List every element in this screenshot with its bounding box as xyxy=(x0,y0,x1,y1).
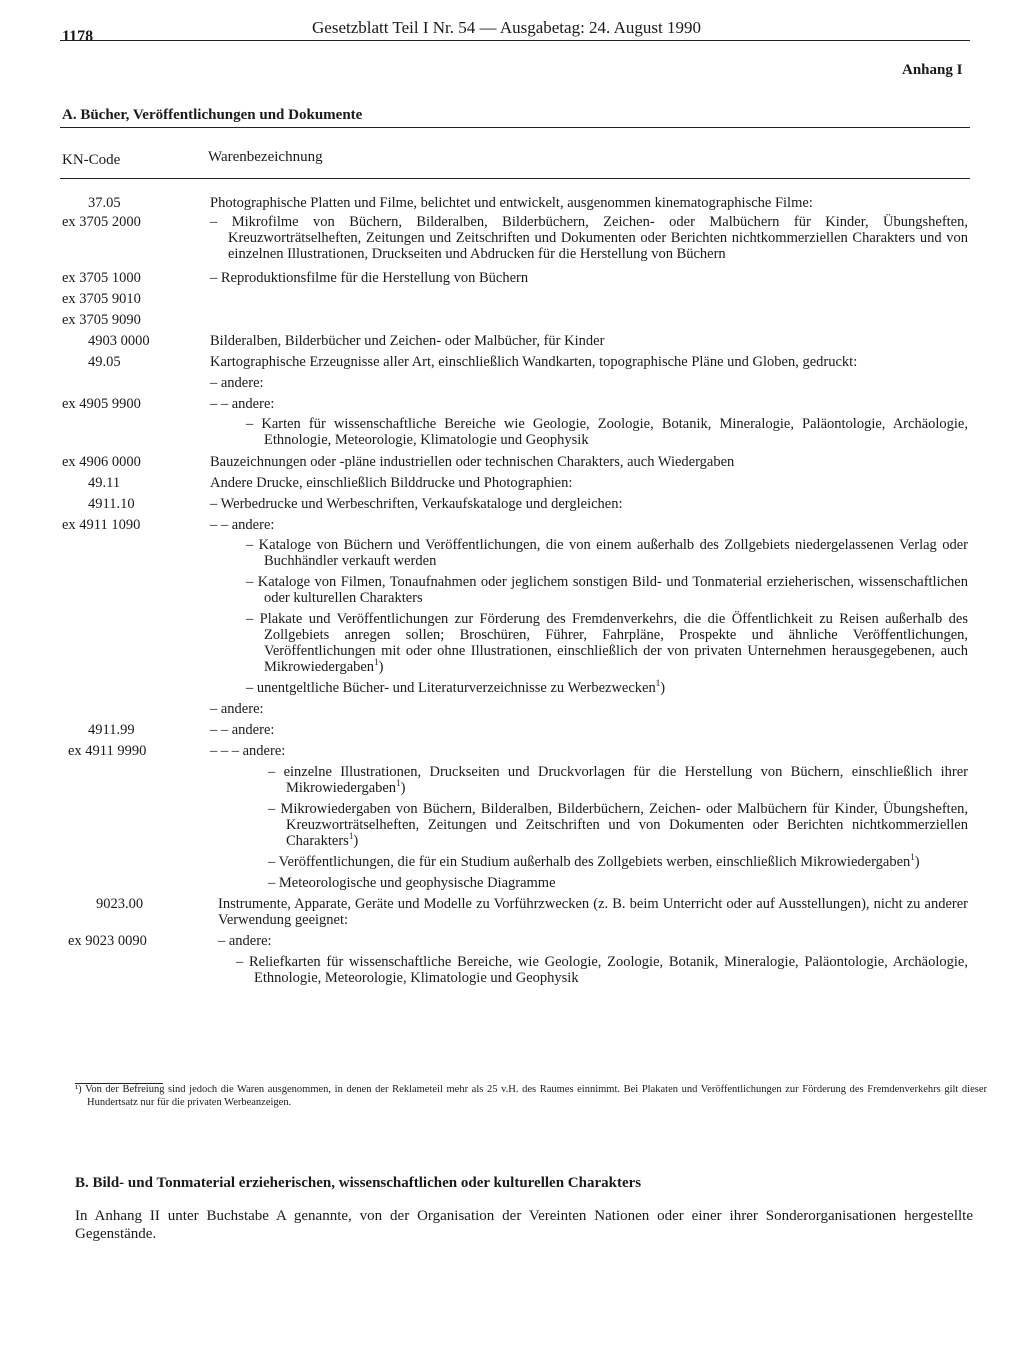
column-header-code: KN-Code xyxy=(62,152,121,168)
table-row xyxy=(0,396,1024,412)
goods-description: – Werbedrucke und Werbeschriften, Verkaufskataloge und dergleichen: xyxy=(210,496,623,512)
table-row xyxy=(0,270,1024,286)
footnote-reference: 1 xyxy=(374,657,379,668)
footnote-reference: 1 xyxy=(348,831,354,842)
goods-description: – Meteorologische und geophysische Diagramme xyxy=(268,875,556,891)
table-row xyxy=(0,496,1024,512)
section-b-text: In Anhang II unter Buchstabe A genannte, von der Organisation der Vereinten Nationen oder einer ihrer Sonderorganisationen hergestellte Gegenstände. xyxy=(75,1208,973,1242)
goods-description: Instrumente, Apparate, Geräte und Modelle zu Vorführzwecken (z. B. beim Unterricht oder auf Ausstellungen), nicht zu anderer Verwendung geeignet: xyxy=(218,896,968,928)
footnote-marker: ¹) xyxy=(75,1084,82,1095)
table-row xyxy=(0,416,1024,448)
goods-description-text: – unentgeltliche Bücher- und Literaturverzeichnisse zu Werbezwecken xyxy=(246,680,656,696)
footnote-reference: 1 xyxy=(910,852,915,863)
table-row xyxy=(0,701,1024,717)
kn-code: 4903 0000 xyxy=(88,333,150,349)
kn-code: 4911.10 xyxy=(88,496,135,512)
table-row xyxy=(0,896,1024,928)
table-row xyxy=(0,743,1024,759)
goods-description: – Veröffentlichungen, die für ein Studium außerhalb des Zollgebiets werben, einschließlich Mikrowiedergaben$^1$) xyxy=(268,852,920,870)
table-row xyxy=(0,611,1024,675)
tariff-table xyxy=(0,195,1024,988)
goods-description: Bilderalben, Bilderbücher und Zeichen- oder Malbücher, für Kinder xyxy=(210,333,605,349)
goods-description: Photographische Platten und Filme, belichtet und entwickelt, ausgenommen kinematographische Filme: xyxy=(210,195,813,211)
page-number: 1178 xyxy=(62,28,94,45)
goods-description-text: – Plakate und Veröffentlichungen zur Förderung des Fremdenverkehrs, die die Öffentlichkeit zu Reisen außerhalb des Zollgebiets anregen sollen; Broschüren, Führer, Fahrpläne, Prospekte und ähnliche Veröffentlichungen, Veröffentlichungen mit oder ohne Illustrationen, einschließlich der von privaten Unternehmen herausgegebenen, auch Mikrowiedergaben xyxy=(246,611,968,675)
table-row xyxy=(0,291,1024,307)
goods-description-text: – einzelne Illustrationen, Druckseiten und Druckvorlagen für die Herstellung von Büchern, einschließlich ihrer Mikrowiedergaben xyxy=(268,764,968,796)
footnote xyxy=(75,1083,987,1109)
section-a-title: A. Bücher, Veröffentlichungen und Dokumente xyxy=(62,107,363,123)
footnote-reference: 1 xyxy=(655,678,661,689)
table-row xyxy=(0,933,1024,949)
table-row xyxy=(0,764,1024,796)
table-row xyxy=(0,722,1024,738)
goods-description: – einzelne Illustrationen, Druckseiten und Druckvorlagen für die Herstellung von Büchern, einschließlich ihrer Mikrowiedergaben$^1$) xyxy=(268,764,968,796)
table-row xyxy=(0,854,1024,870)
table-row xyxy=(0,454,1024,470)
goods-description: – – – andere: xyxy=(210,743,286,759)
column-header-description: Warenbezeichnung xyxy=(208,149,323,165)
goods-description: – Reliefkarten für wissenschaftliche Bereiche, wie Geologie, Zoologie, Botanik, Mineralogie, Paläontologie, Archäologie, Ethnologie, Meteorologie, Klimatologie und Geophysik xyxy=(236,954,968,986)
header-rule xyxy=(60,40,970,41)
kn-code: 49.05 xyxy=(88,354,121,370)
section-b-title: B. Bild- und Tonmaterial erzieherischen, wissenschaftlichen oder kulturellen Charakters xyxy=(75,1175,642,1191)
goods-description: – andere: xyxy=(218,933,272,949)
goods-description: – Mikrowiedergaben von Büchern, Bilderalben, Bilderbüchern, Zeichen- oder Malbüchern für Kinder, Übungsheften, Kreuzworträtselheften, Zeitungen und Zeitschriften und von Dokumenten oder Berichten nichtkommerziellen Charakters$^1$) xyxy=(268,801,968,849)
footnote-reference: 1 xyxy=(396,778,401,789)
table-row xyxy=(0,517,1024,533)
section-a-rule xyxy=(60,127,970,128)
goods-description: – Mikrofilme von Büchern, Bilderalben, Bilderbüchern, Zeichen- oder Malbüchern für Kinder, Übungsheften, Kreuzworträtselheften, Zeitungen und Zeitschriften und Dokumenten oder Berichten nichtkommerziellen Charakters und von einzelnen Illustrationen, Druckseiten und Abdrucken für die Herstellung von Büchern xyxy=(210,214,968,262)
table-row xyxy=(0,333,1024,349)
kn-code: ex 3705 1000 xyxy=(62,270,141,286)
annex-label: Anhang I xyxy=(902,62,963,78)
table-row xyxy=(0,680,1024,696)
kn-code: ex 4911 9990 xyxy=(68,743,147,759)
footnote-text: Von der Befreiung sind jedoch die Waren ausgenommen, in denen der Reklameteil mehr als 25 v.H. des Raumes einnimmt. Bei Plakaten und Veröffentlichungen zur Förderung des Fremdenverkehrs gilt dieser Hundertsatz nur für die privaten Werbeanzeigen. xyxy=(85,1084,988,1108)
table-row xyxy=(0,537,1024,569)
kn-code: ex 3705 9090 xyxy=(62,312,141,328)
goods-description-text: – Mikrowiedergaben von Büchern, Bilderalben, Bilderbüchern, Zeichen- oder Malbüchern für Kinder, Übungsheften, Kreuzworträtselheften, Zeitungen und Zeitschriften und von Dokumenten oder Berichten nichtkommerziellen Charakters xyxy=(268,801,968,849)
goods-description-text: – Veröffentlichungen, die für ein Studium außerhalb des Zollgebiets werben, einschließlich Mikrowiedergaben xyxy=(268,854,911,870)
kn-code: ex 3705 2000 xyxy=(62,214,141,230)
goods-description: – Karten für wissenschaftliche Bereiche wie Geologie, Zoologie, Botanik, Mineralogie, Paläontologie, Archäologie, Ethnologie, Meteorologie, Klimatologie und Geophysik xyxy=(246,416,968,448)
goods-description: Bauzeichnungen oder -pläne industriellen oder technischen Charakters, auch Wiedergaben xyxy=(210,454,735,470)
table-row xyxy=(0,195,1024,211)
kn-code: 49.11 xyxy=(88,475,121,491)
table-row xyxy=(0,312,1024,328)
table-row xyxy=(0,574,1024,606)
kn-code: ex 3705 9010 xyxy=(62,291,141,307)
goods-description: – Reproduktionsfilme für die Herstellung von Büchern xyxy=(210,270,529,286)
goods-description: – unentgeltliche Bücher- und Literaturverzeichnisse zu Werbezwecken$^1$) xyxy=(246,678,666,696)
table-row xyxy=(0,214,1024,262)
goods-description: – – andere: xyxy=(210,396,275,412)
goods-description: Kartographische Erzeugnisse aller Art, einschließlich Wandkarten, topographische Pläne und Globen, gedruckt: xyxy=(210,354,858,370)
table-row xyxy=(0,875,1024,891)
goods-description: – Kataloge von Filmen, Tonaufnahmen oder jeglichem sonstigen Bild- und Tonmaterial erzieherischen, wissenschaftlichen oder kulturellen Charakters xyxy=(246,574,968,606)
table-header-rule xyxy=(60,178,970,179)
table-row xyxy=(0,954,1024,986)
table-row xyxy=(0,375,1024,391)
table-row xyxy=(0,801,1024,849)
kn-code: ex 4906 0000 xyxy=(62,454,141,470)
kn-code: 9023.00 xyxy=(96,896,144,912)
table-row xyxy=(0,354,1024,370)
kn-code: 4911.99 xyxy=(88,722,135,738)
goods-description: Andere Drucke, einschließlich Bilddrucke und Photographien: xyxy=(210,475,573,491)
goods-description: – Kataloge von Büchern und Veröffentlichungen, die von einem außerhalb des Zollgebiets niedergelassenen Verlag oder Buchhändler verkauft werden xyxy=(246,537,968,569)
table-row xyxy=(0,475,1024,491)
goods-description: – andere: xyxy=(210,701,264,717)
running-head: Gesetzblatt Teil I Nr. 54 — Ausgabetag: 24. August 1990 xyxy=(312,18,701,37)
goods-description: – – andere: xyxy=(210,722,275,738)
kn-code: ex 4911 1090 xyxy=(62,517,141,533)
goods-description: – andere: xyxy=(210,375,264,391)
kn-code: 37.05 xyxy=(88,195,121,211)
kn-code: ex 9023 0090 xyxy=(68,933,147,949)
kn-code: ex 4905 9900 xyxy=(62,396,141,412)
goods-description: – Plakate und Veröffentlichungen zur Förderung des Fremdenverkehrs, die die Öffentlichkeit zu Reisen außerhalb des Zollgebiets anregen sollen; Broschüren, Führer, Fahrpläne, Prospekte und ähnliche Veröffentlichungen, Veröffentlichungen mit oder ohne Illustrationen, einschließlich der von privaten Unternehmen herausgegebenen, auch Mikrowiedergaben$^1$) xyxy=(246,611,968,675)
goods-description: – – andere: xyxy=(210,517,275,533)
